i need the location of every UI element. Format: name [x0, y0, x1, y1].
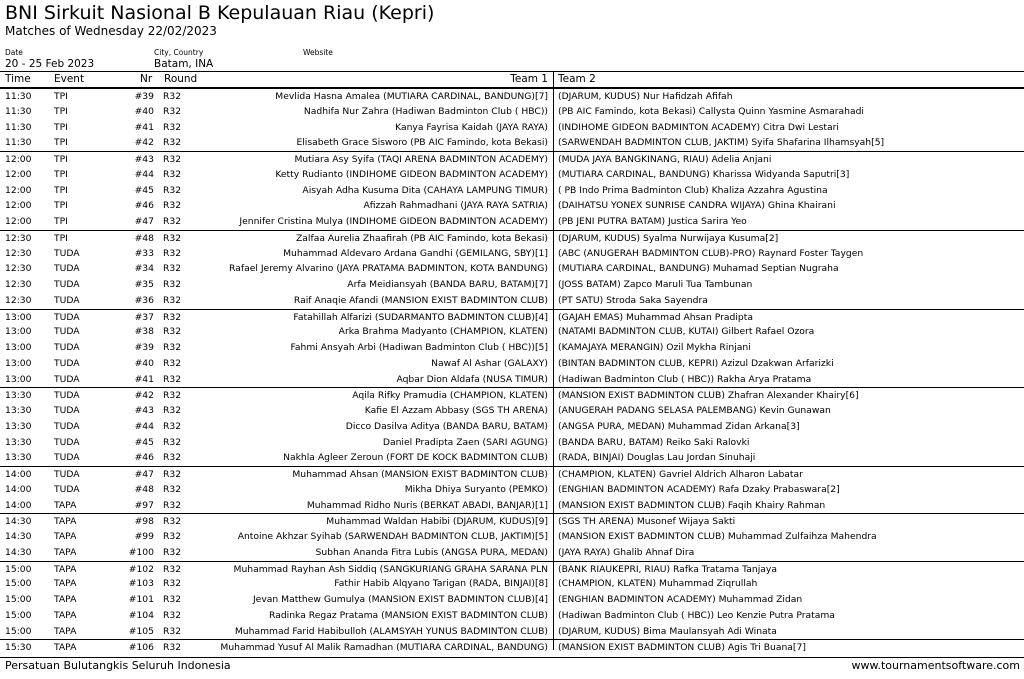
cell-event: TUDA: [54, 420, 80, 432]
footer-organization: Persatuan Bulutangkis Seluruh Indonesia: [5, 659, 231, 672]
table-row: [0, 419, 1024, 435]
table-row: [0, 214, 1024, 230]
cell-team2: (KAMAJAYA MERANGIN) Ozil Mykha Rinjani: [558, 342, 751, 353]
cell-round: R32: [163, 279, 182, 290]
table-row: [0, 356, 1024, 372]
cell-time: 12:00: [5, 168, 32, 180]
table-row: [0, 498, 1024, 514]
cell-round: R32: [163, 263, 182, 275]
cell-time: 14:30: [5, 546, 32, 558]
table-row: [0, 403, 1024, 419]
cell-team1: Fathir Habib Alqyano Tarigan (RADA, BINJAI)[8]: [334, 578, 548, 590]
cell-time: 13:30: [5, 420, 32, 432]
table-row: [0, 592, 1024, 608]
cell-team1: Dicco Dasilva Aditya (BANDA BARU, BATAM): [345, 420, 548, 432]
cell-team2: (MANSION EXIST BADMINTON CLUB) Zhafran Alexander Khairy[6]: [558, 390, 859, 402]
cell-team2: (MUDA JAYA BANGKINANG, RIAU) Adelia Anjani: [558, 154, 772, 165]
cell-nr: #44: [134, 168, 154, 180]
col-header-nr: Nr: [140, 73, 153, 85]
cell-team2: (DJARUM, KUDUS) Nur Hafidzah Afifah: [558, 91, 733, 102]
cell-nr: #105: [128, 625, 154, 637]
cell-team2: (BANDA BARU, BATAM) Reiko Saki Ralovki: [558, 436, 750, 448]
table-row: [0, 324, 1024, 340]
cell-round: R32: [163, 420, 182, 432]
cell-time: 13:30: [5, 452, 32, 464]
cell-nr: #39: [134, 91, 154, 102]
table-row: [0, 608, 1024, 624]
cell-team1: Jennifer Cristina Mulya (INDIHOME GIDEON BADMINTON ACADEMY): [239, 216, 548, 227]
table-row: [0, 261, 1024, 277]
table-row: [0, 639, 1024, 655]
cell-time: 15:00: [5, 578, 32, 590]
cell-event: TUDA: [54, 294, 80, 306]
city-label: City, Country: [154, 48, 204, 57]
cell-time: 14:00: [5, 499, 32, 511]
cell-nr: #48: [134, 483, 154, 495]
cell-event: TPI: [54, 216, 68, 227]
cell-event: TPI: [54, 168, 68, 180]
cell-nr: #103: [128, 578, 154, 590]
cell-team2: (Hadiwan Badminton Club ( HBC)) Rakha Arya Pratama: [558, 373, 812, 385]
cell-team1: Kanya Fayrisa Kaidah (JAYA RAYA): [395, 121, 548, 133]
cell-team2: (DJARUM, KUDUS) Bima Maulansyah Adi Winata: [558, 625, 777, 637]
date-value: 20 - 25 Feb 2023: [5, 58, 95, 70]
cell-time: 11:30: [5, 121, 32, 133]
cell-event: TUDA: [54, 390, 80, 402]
cell-nr: #106: [128, 642, 154, 654]
cell-team1: Subhan Ananda Fitra Lubis (ANGSA PURA, MEDAN): [315, 546, 548, 558]
cell-time: 11:30: [5, 137, 32, 149]
cell-team1: Nawaf Al Ashar (GALAXY): [431, 357, 548, 369]
page-subtitle: Matches of Wednesday 22/02/2023: [5, 24, 217, 38]
cell-event: TAPA: [54, 531, 77, 542]
cell-team2: (RADA, BINJAI) Douglas Lau Jordan Sinuhaji: [558, 452, 756, 464]
cell-nr: #36: [134, 294, 154, 306]
cell-round: R32: [163, 405, 182, 416]
cell-team1: Arfa Meidiansyah (BANDA BARU, BATAM)[7]: [347, 279, 548, 290]
cell-nr: #100: [128, 546, 154, 558]
cell-time: 11:30: [5, 105, 32, 117]
col-header-team1: Team 1: [510, 73, 548, 85]
cell-event: TAPA: [54, 625, 77, 637]
cell-round: R32: [163, 469, 182, 480]
cell-team1: Afizzah Rahmadhani (JAYA RAYA SATRIA): [363, 200, 548, 212]
cell-team1: Raif Anaqie Afandi (MANSION EXIST BADMINTON CLUB): [293, 294, 548, 306]
cell-event: TAPA: [54, 642, 77, 654]
cell-nr: #34: [134, 263, 154, 275]
cell-event: TAPA: [54, 516, 77, 528]
cell-team1: Radinka Regaz Pratama (MANSION EXIST BADMINTON CLUB): [269, 609, 548, 621]
cell-team1: Aqila Rifky Pramudia (CHAMPION, KLATEN): [352, 390, 548, 402]
cell-team2: (INDIHOME GIDEON BADMINTON ACADEMY) Citra Dwi Lestari: [558, 121, 839, 133]
cell-nr: #45: [134, 436, 154, 448]
cell-event: TPI: [54, 105, 68, 117]
col-header-time: Time: [5, 73, 31, 85]
cell-nr: #40: [134, 105, 154, 117]
cell-team2: (ANUGERAH PADANG SELASA PALEMBANG) Kevin Gunawan: [558, 405, 831, 416]
cell-team2: (MANSION EXIST BADMINTON CLUB) Faqih Khairy Rahman: [558, 499, 826, 511]
cell-team2: (SARWENDAH BADMINTON CLUB, JAKTIM) Syifa Shafarina Ilhamsyah[5]: [558, 137, 885, 149]
cell-round: R32: [163, 531, 182, 542]
cell-event: TUDA: [54, 263, 80, 275]
cell-time: 15:30: [5, 642, 32, 654]
table-row: [0, 340, 1024, 356]
cell-round: R32: [163, 311, 182, 323]
cell-team1: Mikha Dhiya Suryanto (PEMKO): [404, 483, 548, 495]
cell-event: TUDA: [54, 436, 80, 448]
cell-nr: #41: [134, 121, 154, 133]
cell-team1: Kafie El Azzam Abbasy (SGS TH ARENA): [364, 405, 548, 416]
cell-team2: (PB JENI PUTRA BATAM) Justica Sarira Yeo: [558, 216, 747, 227]
cell-nr: #33: [134, 247, 154, 259]
cell-time: 13:00: [5, 311, 32, 323]
cell-time: 14:30: [5, 516, 32, 528]
table-row: [0, 561, 1024, 577]
cell-nr: #99: [134, 531, 154, 542]
cell-round: R32: [163, 357, 182, 369]
table-row: [0, 529, 1024, 545]
cell-event: TUDA: [54, 247, 80, 259]
cell-nr: #47: [134, 216, 154, 227]
cell-round: R32: [163, 436, 182, 448]
cell-round: R32: [163, 200, 182, 212]
cell-time: 12:30: [5, 247, 32, 259]
cell-nr: #42: [134, 390, 154, 402]
cell-event: TUDA: [54, 452, 80, 464]
cell-nr: #45: [134, 184, 154, 196]
cell-round: R32: [163, 642, 182, 654]
cell-round: R32: [163, 216, 182, 227]
cell-time: 12:30: [5, 232, 32, 244]
cell-nr: #37: [134, 311, 154, 323]
table-row: [0, 435, 1024, 451]
cell-round: R32: [163, 516, 182, 528]
footer: [0, 657, 1024, 679]
cell-team1: Mevlida Hasna Amalea (MUTIARA CARDINAL, BANDUNG)[7]: [275, 91, 548, 102]
cell-team2: (MUTIARA CARDINAL, BANDUNG) Kharissa Widyanda Saputri[3]: [558, 168, 850, 180]
cell-event: TPI: [54, 154, 68, 165]
website-label: Website: [303, 48, 333, 57]
cell-team2: (ANGSA PURA, MEDAN) Muhammad Zidan Arkana[3]: [558, 420, 800, 432]
cell-event: TUDA: [54, 342, 80, 353]
cell-time: 15:00: [5, 625, 32, 637]
table-row: [0, 576, 1024, 592]
cell-team2: (PT SATU) Stroda Saka Sayendra: [558, 294, 708, 306]
cell-team2: (DJARUM, KUDUS) Syalma Nurwijaya Kusuma[2]: [558, 232, 779, 244]
cell-team2: (GAJAH EMAS) Muhammad Ahsan Pradipta: [558, 311, 753, 323]
cell-event: TAPA: [54, 594, 77, 605]
cell-team1: Aqbar Dion Aldafa (NUSA TIMUR): [396, 373, 548, 385]
table-row: [0, 513, 1024, 529]
cell-event: TUDA: [54, 311, 80, 323]
cell-team1: Rafael Jeremy Alvarino (JAYA PRATAMA BADMINTON, KOTA BANDUNG): [229, 263, 548, 275]
cell-nr: #46: [134, 452, 154, 464]
cell-event: TPI: [54, 184, 68, 196]
cell-nr: #98: [134, 516, 154, 528]
cell-team1: Elisabeth Grace Sisworo (PB AIC Famindo, kota Bekasi): [296, 137, 548, 149]
cell-round: R32: [163, 91, 182, 102]
cell-team1: Fatahillah Alfarizi (SUDARMANTO BADMINTON CLUB)[4]: [293, 311, 548, 323]
table-row: [0, 482, 1024, 498]
cell-nr: #40: [134, 357, 154, 369]
cell-event: TPI: [54, 200, 68, 212]
cell-time: 13:00: [5, 373, 32, 385]
cell-team1: Muhammad Aldevaro Ardana Gandhi (GEMILANG, SBY)[1]: [283, 247, 548, 259]
table-row: [0, 387, 1024, 403]
cell-event: TPI: [54, 121, 68, 133]
table-row: [0, 88, 1024, 104]
col-header-team2: Team 2: [558, 73, 596, 85]
cell-time: 12:30: [5, 294, 32, 306]
col-header-round: Round: [164, 73, 198, 85]
cell-event: TPI: [54, 137, 68, 149]
cell-team1: Antoine Akhzar Syihab (SARWENDAH BADMINTON CLUB, JAKTIM)[5]: [237, 531, 548, 542]
cell-event: TUDA: [54, 279, 80, 290]
cell-round: R32: [163, 154, 182, 165]
cell-team2: (MUTIARA CARDINAL, BANDUNG) Muhamad Septian Nugraha: [558, 263, 839, 275]
cell-event: TAPA: [54, 563, 77, 575]
table-row: [0, 135, 1024, 151]
cell-nr: #43: [134, 154, 154, 165]
cell-team1: Muhammad Ridho Nuris (BERKAT ABADI, BANJAR)[1]: [306, 499, 548, 511]
cell-nr: #42: [134, 137, 154, 149]
cell-round: R32: [163, 168, 182, 180]
cell-round: R32: [163, 563, 182, 575]
cell-event: TPI: [54, 232, 68, 244]
table-row: [0, 198, 1024, 214]
cell-nr: #43: [134, 405, 154, 416]
cell-time: 13:00: [5, 326, 32, 338]
cell-time: 12:00: [5, 184, 32, 196]
cell-nr: #35: [134, 279, 154, 290]
cell-team2: (ENGHIAN BADMINTON ACADEMY) Muhammad Zidan: [558, 594, 803, 605]
cell-team2: (MANSION EXIST BADMINTON CLUB) Muhammad Zulfaihza Mahendra: [558, 531, 877, 542]
city-value: Batam, INA: [154, 58, 214, 70]
cell-team1: Arka Brahma Madyanto (CHAMPION, KLATEN): [338, 326, 548, 338]
table-row: [0, 183, 1024, 199]
cell-team2: (Hadiwan Badminton Club ( HBC)) Leo Kenzie Putra Pratama: [558, 609, 835, 621]
cell-round: R32: [163, 373, 182, 385]
cell-round: R32: [163, 578, 182, 590]
cell-team2: (BANK RIAUKEPRI, RIAU) Rafka Tratama Tanjaya: [558, 563, 777, 575]
cell-team1: Aisyah Adha Kusuma Dita (CAHAYA LAMPUNG TIMUR): [302, 184, 548, 196]
cell-team1: Nadhifa Nur Zahra (Hadiwan Badminton Club ( HBC)): [303, 105, 548, 117]
cell-team2: (NATAMI BADMINTON CLUB, KUTAI) Gilbert Rafael Ozora: [558, 326, 815, 338]
cell-time: 12:00: [5, 216, 32, 227]
cell-round: R32: [163, 105, 182, 117]
cell-time: 13:30: [5, 390, 32, 402]
cell-event: TPI: [54, 91, 68, 102]
cell-event: TAPA: [54, 499, 77, 511]
cell-team2: ( PB Indo Prima Badminton Club) Khaliza Azzahra Agustina: [558, 184, 828, 196]
cell-round: R32: [163, 137, 182, 149]
cell-round: R32: [163, 294, 182, 306]
cell-event: TAPA: [54, 578, 77, 590]
cell-event: TUDA: [54, 469, 80, 480]
cell-round: R32: [163, 326, 182, 338]
cell-time: 13:00: [5, 342, 32, 353]
table-row: [0, 230, 1024, 246]
cell-nr: #104: [128, 609, 154, 621]
table-row: [0, 309, 1024, 325]
cell-team1: Muhammad Yusuf Al Malik Ramadhan (MUTIARA CARDINAL, BANDUNG): [220, 642, 548, 654]
cell-round: R32: [163, 625, 182, 637]
table-row: [0, 167, 1024, 183]
cell-time: 13:30: [5, 405, 32, 416]
cell-nr: #48: [134, 232, 154, 244]
cell-event: TAPA: [54, 609, 77, 621]
cell-nr: #46: [134, 200, 154, 212]
cell-team1: Nakhla Agleer Zeroun (FORT DE KOCK BADMINTON CLUB): [283, 452, 548, 464]
col-header-event: Event: [54, 73, 85, 85]
table-row: [0, 293, 1024, 309]
cell-round: R32: [163, 184, 182, 196]
cell-team1: Zalfaa Aurelia Zhaafirah (PB AIC Famindo, kota Bekasi): [296, 232, 548, 244]
matches-table: [0, 88, 1024, 655]
cell-event: TUDA: [54, 405, 80, 416]
cell-team2: (CHAMPION, KLATEN) Gavriel Aldrich Alharon Labatar: [558, 469, 803, 480]
table-row: [0, 466, 1024, 482]
cell-time: 15:00: [5, 594, 32, 605]
cell-event: TUDA: [54, 357, 80, 369]
cell-nr: #47: [134, 469, 154, 480]
cell-round: R32: [163, 483, 182, 495]
cell-team2: (JOSS BATAM) Zapco Maruli Tua Tambunan: [558, 279, 753, 290]
cell-event: TUDA: [54, 326, 80, 338]
cell-round: R32: [163, 342, 182, 353]
cell-team2: (BINTAN BADMINTON CLUB, KEPRI) Azizul Dzakwan Arfarizki: [558, 357, 834, 369]
cell-nr: #102: [128, 563, 154, 575]
cell-time: 14:30: [5, 531, 32, 542]
cell-team1: Daniel Pradipta Zaen (SARI AGUNG): [382, 436, 548, 448]
cell-time: 14:00: [5, 469, 32, 480]
cell-team2: (ABC (ANUGERAH BADMINTON CLUB)-PRO) Raynard Foster Taygen: [558, 247, 864, 259]
cell-nr: #97: [134, 499, 154, 511]
table-row: [0, 277, 1024, 293]
cell-team1: Muhammad Farid Habibulloh (ALAMSYAH YUNUS BADMINTON CLUB): [234, 625, 548, 637]
cell-nr: #101: [128, 594, 154, 605]
cell-time: 15:00: [5, 563, 32, 575]
cell-team2: (JAYA RAYA) Ghalib Ahnaf Dira: [558, 546, 695, 558]
date-label: Date: [5, 48, 23, 57]
table-row: [0, 246, 1024, 262]
table-row: [0, 624, 1024, 640]
cell-round: R32: [163, 546, 182, 558]
cell-time: 14:00: [5, 483, 32, 495]
cell-round: R32: [163, 232, 182, 244]
cell-nr: #41: [134, 373, 154, 385]
cell-event: TAPA: [54, 546, 77, 558]
cell-team2: (CHAMPION, KLATEN) Muhammad Ziqrullah: [558, 578, 758, 590]
cell-time: 12:30: [5, 279, 32, 290]
table-row: [0, 545, 1024, 561]
cell-nr: #38: [134, 326, 154, 338]
cell-team1: Muhammad Waldan Habibi (DJARUM, KUDUS)[9]: [326, 516, 548, 528]
table-row: [0, 151, 1024, 167]
cell-nr: #44: [134, 420, 154, 432]
cell-round: R32: [163, 594, 182, 605]
cell-round: R32: [163, 390, 182, 402]
cell-time: 11:30: [5, 91, 32, 102]
cell-team1: Muhammad Rayhan Ash Siddiq (SANGKURIANG GRAHA SARANA PLN: [233, 563, 548, 575]
cell-team2: (DAIHATSU YONEX SUNRISE CANDRA WIJAYA) Ghina Khairani: [558, 200, 836, 212]
cell-event: TUDA: [54, 483, 80, 495]
table-row: [0, 120, 1024, 136]
cell-team1: Mutiara Asy Syifa (TAQI ARENA BADMINTON ACADEMY): [294, 154, 548, 165]
cell-team2: (MANSION EXIST BADMINTON CLUB) Agis Tri Buana[7]: [558, 642, 806, 654]
cell-team1: Jevan Matthew Gumulya (MANSION EXIST BADMINTON CLUB)[4]: [252, 594, 548, 605]
page-title: BNI Sirkuit Nasional B Kepulauan Riau (Kepri): [5, 2, 435, 24]
cell-nr: #39: [134, 342, 154, 353]
table-row: [0, 104, 1024, 120]
cell-round: R32: [163, 609, 182, 621]
table-row: [0, 372, 1024, 388]
cell-time: 12:00: [5, 200, 32, 212]
cell-team1: Muhammad Ahsan (MANSION EXIST BADMINTON CLUB): [292, 469, 548, 480]
cell-time: 15:00: [5, 609, 32, 621]
cell-team2: (PB AIC Famindo, kota Bekasi) Callysta Quinn Yasmine Asmarahadi: [558, 105, 864, 117]
footer-website-link[interactable]: www.tournamentsoftware.com: [851, 659, 1020, 672]
cell-team1: Ketty Rudianto (INDIHOME GIDEON BADMINTON ACADEMY): [275, 168, 548, 180]
cell-time: 12:30: [5, 263, 32, 275]
cell-round: R32: [163, 499, 182, 511]
cell-time: 12:00: [5, 154, 32, 165]
cell-round: R32: [163, 452, 182, 464]
cell-team1: Fahmi Ansyah Arbi (Hadiwan Badminton Club ( HBC))[5]: [290, 342, 548, 353]
cell-event: TUDA: [54, 373, 80, 385]
cell-round: R32: [163, 121, 182, 133]
cell-round: R32: [163, 247, 182, 259]
table-row: [0, 450, 1024, 466]
cell-team2: (SGS TH ARENA) Musonef Wijaya Sakti: [558, 516, 736, 528]
cell-team2: (ENGHIAN BADMINTON ACADEMY) Rafa Dzaky Prabaswara[2]: [558, 483, 840, 495]
cell-time: 13:00: [5, 357, 32, 369]
cell-time: 13:30: [5, 436, 32, 448]
